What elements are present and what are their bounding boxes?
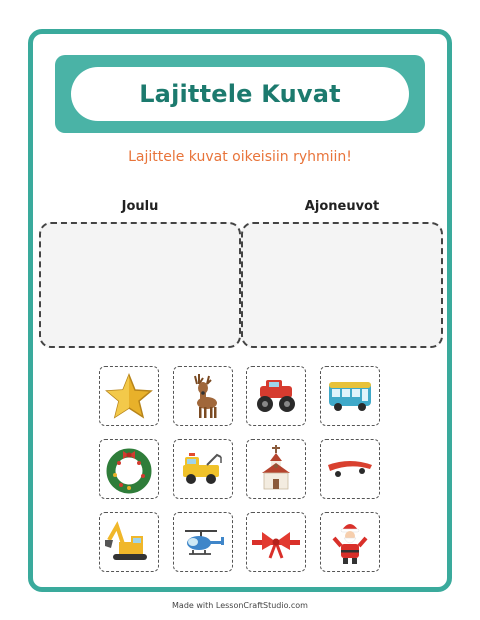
- card-excavator[interactable]: [99, 512, 159, 572]
- page-title: Lajittele Kuvat: [139, 80, 341, 108]
- santa-icon: [324, 516, 376, 568]
- card-wreath[interactable]: [99, 439, 159, 499]
- card-star[interactable]: [99, 366, 159, 426]
- bus-icon: [324, 370, 376, 422]
- card-church[interactable]: [246, 439, 306, 499]
- wreath-icon: [103, 443, 155, 495]
- footer-credit: Made with LessonCraftStudio.com: [172, 601, 308, 610]
- card-helicopter[interactable]: [173, 512, 233, 572]
- card-bow[interactable]: [246, 512, 306, 572]
- instructions-text: Lajittele kuvat oikeisiin ryhmiin!: [128, 149, 352, 165]
- reindeer-icon: [177, 370, 229, 422]
- skateboard-icon: [324, 443, 376, 495]
- card-tow-truck[interactable]: [173, 439, 233, 499]
- bow-icon: [250, 516, 302, 568]
- card-reindeer[interactable]: [173, 366, 233, 426]
- card-bus[interactable]: [320, 366, 380, 426]
- church-icon: [250, 443, 302, 495]
- card-santa[interactable]: [320, 512, 380, 572]
- card-skateboard[interactable]: [320, 439, 380, 499]
- category-label-joulu: Joulu: [121, 199, 159, 214]
- excavator-icon: [103, 516, 155, 568]
- drop-zone-ajoneuvot[interactable]: [241, 222, 443, 348]
- category-label-ajoneuvot: Ajoneuvot: [304, 199, 380, 214]
- helicopter-icon: [177, 516, 229, 568]
- title-pill: [71, 67, 409, 121]
- drop-zone-joulu[interactable]: [39, 222, 241, 348]
- star-icon: [103, 370, 155, 422]
- monster-truck-icon: [250, 370, 302, 422]
- tow-truck-icon: [177, 443, 229, 495]
- card-monster-truck[interactable]: [246, 366, 306, 426]
